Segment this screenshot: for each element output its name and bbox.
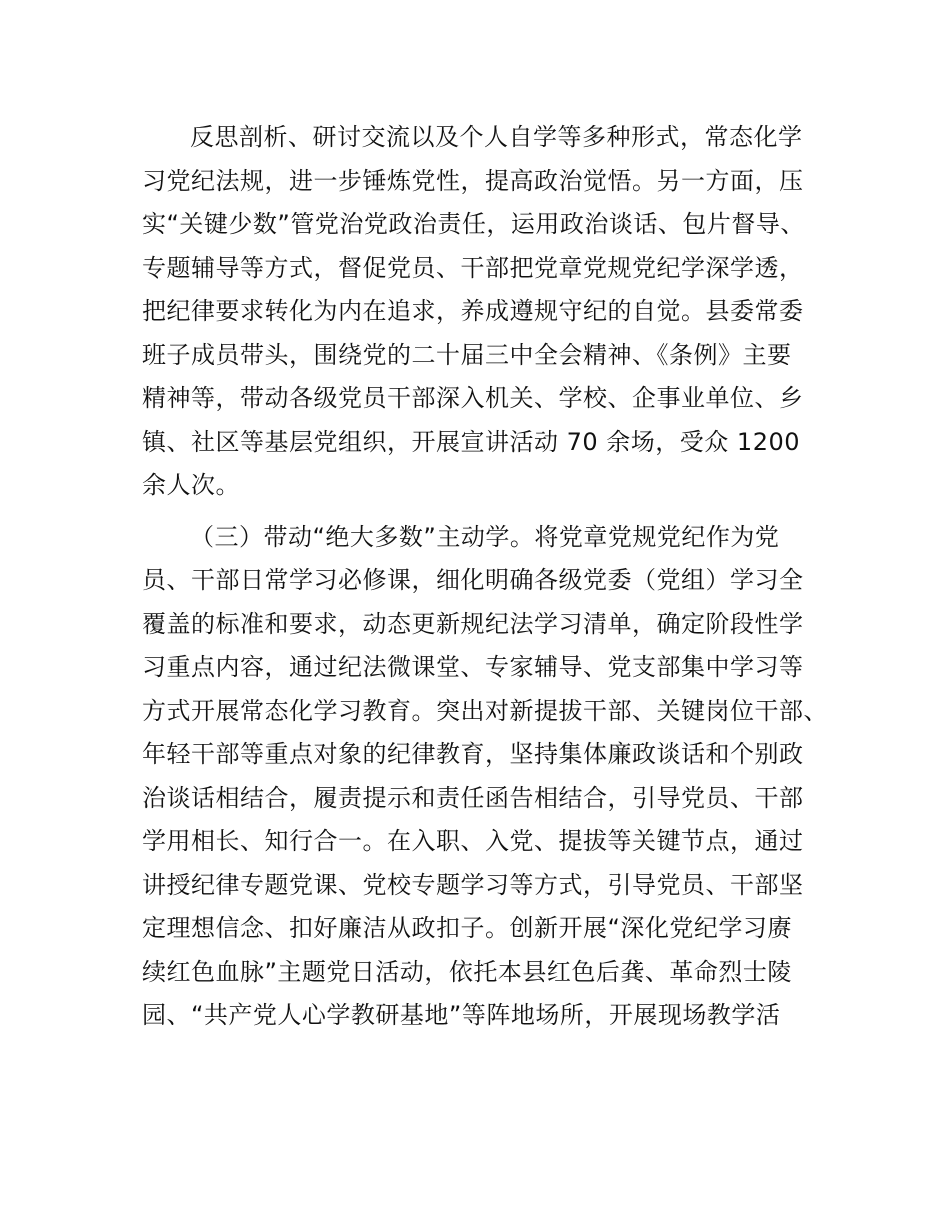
text-line: 定理想信念、扣好廉洁从政扣子。创新开展“深化党纪学习赓 <box>142 914 792 942</box>
document-body <box>142 116 828 1038</box>
text-line: 年轻干部等重点对象的纪律教育，坚持集体廉政谈话和个别政 <box>142 740 804 768</box>
text-line: 余人次。 <box>142 471 240 499</box>
text-line: 讲授纪律专题党课、党校专题学习等方式，引导党员、干部坚 <box>142 870 804 899</box>
text-line: 学用相长、知行合一。在入职、入党、提拔等关键节点，通过 <box>142 827 804 855</box>
text-line: 治谈话相结合，履责提示和责任函告相结合，引导党员、干部 <box>142 783 804 812</box>
text-line: 镇、社区等基层党组织，开展宣讲活动 70 余场，受众 1200 <box>142 427 801 456</box>
text-line: 把纪律要求转化为内在追求，养成遵规守纪的自觉。县委常委 <box>142 297 804 325</box>
text-line: 反思剖析、研讨交流以及个人自学等多种形式，常态化学 <box>190 123 803 151</box>
text-line: 实“关键少数”管党治党政治责任，运用政治谈话、包片督导、 <box>142 210 805 238</box>
text-line: 习重点内容，通过纪法微课堂、专家辅导、党支部集中学习等 <box>142 653 804 681</box>
text-line: 习党纪法规，进一步锤炼党性，提高政治觉悟。另一方面，压 <box>142 166 804 195</box>
paragraph-2 <box>142 516 828 1038</box>
text-line: 员、干部日常学习必修课，细化明确各级党委（党组）学习全 <box>142 566 804 594</box>
text-line: 方式开展常态化学习教育。突出对新提拔干部、关键岗位干部、 <box>142 696 828 725</box>
paragraph-spacer <box>142 508 822 516</box>
text-line: 精神等，带动各级党员干部深入机关、学校、企事业单位、乡 <box>142 384 804 412</box>
text-line: 覆盖的标准和要求，动态更新规纪法学习清单，确定阶段性学 <box>142 609 804 638</box>
text-line: 园、“共产党人心学教研基地”等阵地场所，开展现场教学活 <box>142 1001 781 1029</box>
paragraph-1 <box>142 116 822 508</box>
text-line: 续红色血脉”主题党日活动，依托本县红色后龚、革命烈士陵 <box>142 957 792 986</box>
text-line: 专题辅导等方式，督促党员、干部把党章党规党纪学深学透， <box>142 253 804 282</box>
text-line: 班子成员带头，围绕党的二十届三中全会精神、《条例》主要 <box>142 340 792 369</box>
text-line: （三）带动“绝大多数”主动学。将党章党规党纪作为党 <box>190 522 780 551</box>
